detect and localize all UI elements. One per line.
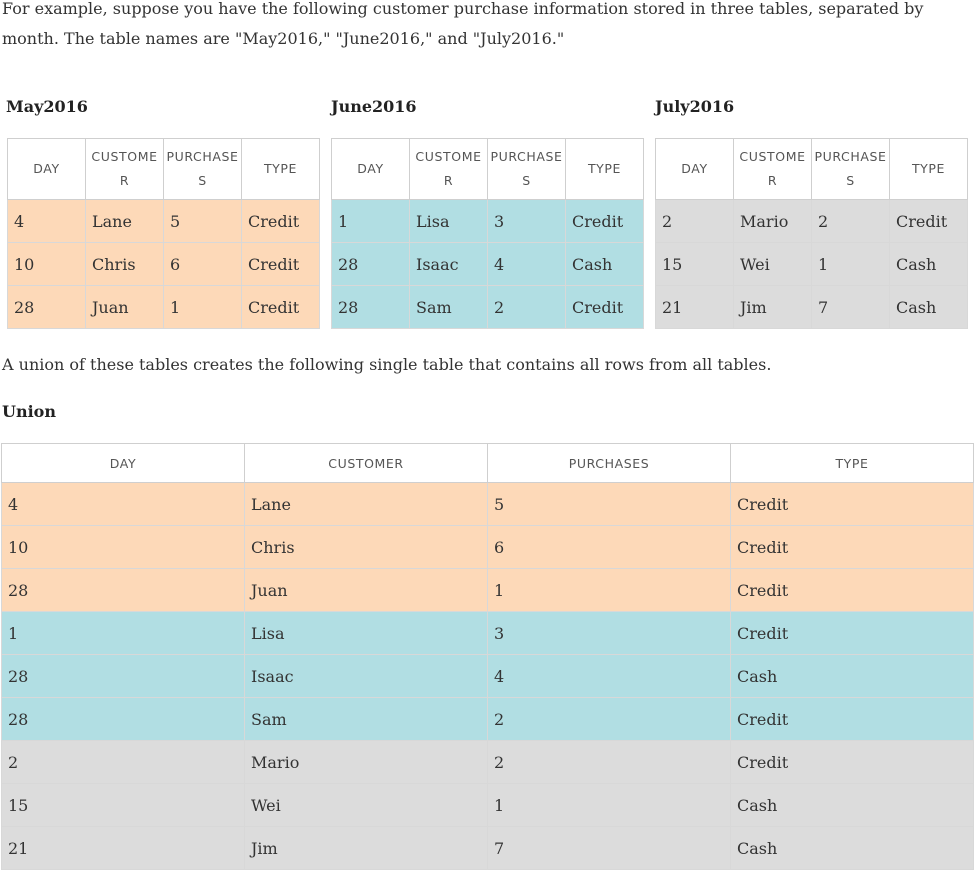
cell-type: Cash [566,243,644,286]
may-table [7,138,320,329]
july-table [655,138,968,329]
cell-type: Cash [731,784,974,827]
cell-customer: Lane [245,483,488,526]
cell-purchases: 3 [488,612,731,655]
column-header-type: TYPE [566,139,644,200]
table-row [2,483,974,526]
cell-day: 4 [8,200,86,243]
cell-day: 2 [2,741,245,784]
column-header-customer: CUSTOMER [734,139,812,200]
union-table-title: Union [2,402,56,421]
cell-day: 2 [656,200,734,243]
cell-purchases: 5 [488,483,731,526]
cell-type: Credit [731,612,974,655]
cell-customer: Sam [245,698,488,741]
cell-customer: Wei [734,243,812,286]
cell-purchases: 3 [488,200,566,243]
cell-customer: Mario [734,200,812,243]
cell-type: Credit [731,698,974,741]
cell-customer: Isaac [410,243,488,286]
cell-customer: Chris [86,243,164,286]
cell-customer: Mario [245,741,488,784]
table-row [332,200,644,243]
cell-customer: Juan [245,569,488,612]
cell-purchases: 7 [812,286,890,329]
cell-day: 10 [2,526,245,569]
union-description: A union of these tables creates the following single table that contains all rows from all tables. [2,355,772,374]
table-row [2,827,974,870]
table-header-row [8,139,320,200]
cell-type: Credit [890,200,968,243]
june-table [331,138,644,329]
cell-type: Credit [731,483,974,526]
cell-type: Credit [242,200,320,243]
cell-customer: Jim [734,286,812,329]
cell-purchases: 1 [164,286,242,329]
cell-type: Credit [566,200,644,243]
column-header-purchases: PURCHASES [812,139,890,200]
cell-customer: Lisa [245,612,488,655]
cell-purchases: 1 [812,243,890,286]
table-header-row [332,139,644,200]
table-header-row [656,139,968,200]
cell-purchases: 2 [488,741,731,784]
union-table [1,443,974,870]
table-row [8,243,320,286]
cell-customer: Lisa [410,200,488,243]
cell-day: 1 [332,200,410,243]
table-row [2,526,974,569]
cell-type: Cash [731,827,974,870]
cell-type: Credit [242,286,320,329]
column-header-purchases: PURCHASES [488,139,566,200]
column-header-type: TYPE [890,139,968,200]
cell-day: 28 [2,569,245,612]
cell-day: 15 [2,784,245,827]
may-table-title: May2016 [6,97,88,116]
cell-type: Cash [890,243,968,286]
table-row [656,243,968,286]
table-row [2,612,974,655]
cell-purchases: 6 [164,243,242,286]
cell-customer: Sam [410,286,488,329]
column-header-day: DAY [332,139,410,200]
table-row [656,200,968,243]
table-row [332,243,644,286]
table-row [2,655,974,698]
table-row [656,286,968,329]
cell-purchases: 5 [164,200,242,243]
table-row [2,569,974,612]
cell-customer: Jim [245,827,488,870]
cell-purchases: 2 [488,698,731,741]
intro-paragraph: For example, suppose you have the following customer purchase information stored in three tables, separated by month. The table names are "May2016," "June2016," and "July2016." [2,0,924,48]
cell-day: 1 [2,612,245,655]
cell-purchases: 2 [812,200,890,243]
june-table-title: June2016 [331,97,417,116]
cell-customer: Wei [245,784,488,827]
cell-purchases: 4 [488,243,566,286]
cell-day: 4 [2,483,245,526]
cell-day: 21 [656,286,734,329]
cell-type: Credit [731,526,974,569]
cell-day: 28 [332,286,410,329]
cell-day: 10 [8,243,86,286]
cell-purchases: 1 [488,569,731,612]
column-header-day: DAY [2,444,245,483]
cell-day: 28 [332,243,410,286]
table-row [8,200,320,243]
cell-type: Credit [566,286,644,329]
cell-customer: Isaac [245,655,488,698]
cell-purchases: 4 [488,655,731,698]
column-header-type: TYPE [731,444,974,483]
cell-type: Cash [890,286,968,329]
table-row [2,741,974,784]
cell-type: Credit [731,741,974,784]
column-header-customer: CUSTOMER [245,444,488,483]
cell-customer: Chris [245,526,488,569]
cell-purchases: 1 [488,784,731,827]
column-header-customer: CUSTOMER [86,139,164,200]
table-row [2,784,974,827]
column-header-day: DAY [656,139,734,200]
cell-day: 28 [8,286,86,329]
column-header-purchases: PURCHASES [164,139,242,200]
cell-day: 28 [2,655,245,698]
column-header-type: TYPE [242,139,320,200]
cell-purchases: 7 [488,827,731,870]
cell-type: Credit [731,569,974,612]
column-header-day: DAY [8,139,86,200]
cell-day: 21 [2,827,245,870]
table-row [8,286,320,329]
july-table-title: July2016 [655,97,735,116]
column-header-purchases: PURCHASES [488,444,731,483]
cell-type: Credit [242,243,320,286]
cell-purchases: 6 [488,526,731,569]
cell-customer: Lane [86,200,164,243]
table-row [2,698,974,741]
cell-day: 15 [656,243,734,286]
table-row [332,286,644,329]
cell-customer: Juan [86,286,164,329]
cell-type: Cash [731,655,974,698]
table-header-row [2,444,974,483]
column-header-customer: CUSTOMER [410,139,488,200]
cell-purchases: 2 [488,286,566,329]
cell-day: 28 [2,698,245,741]
